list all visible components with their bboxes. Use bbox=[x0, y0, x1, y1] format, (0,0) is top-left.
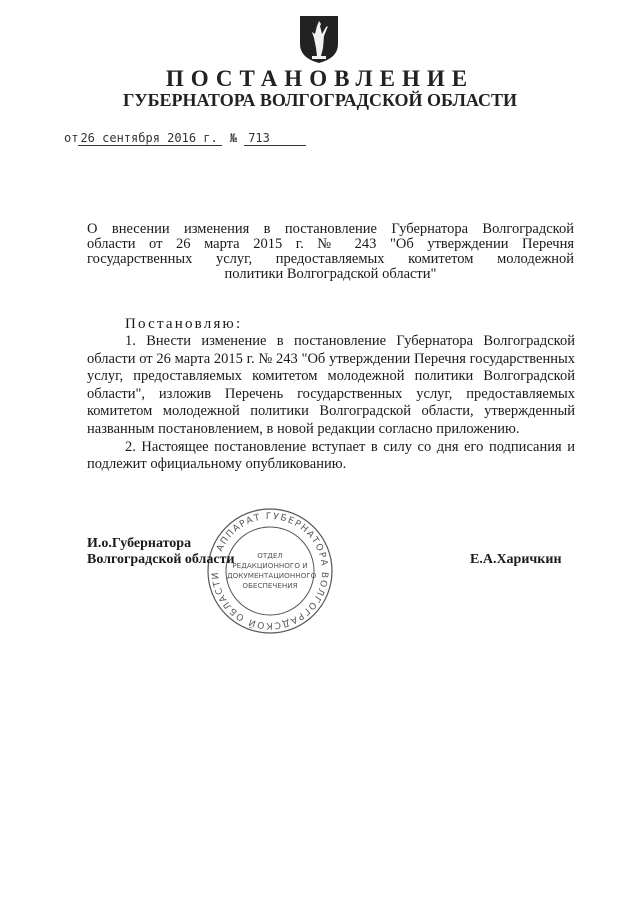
body-paragraph: 1. Внести изменение в постановление Губернатора Волгоградской области от 26 марта 2015 г. № 243 "Об утверждении Перечня государственных услуг, предоставляемых комитетом молодежной политики Волгоградской области", изложив Перечень государственных услуг, предоставляемых комитетом молодежной политики Волгоградской области, утвержденный названным постановлением, в новой редакции согласно приложению. bbox=[87, 333, 575, 437]
number-sign: № bbox=[229, 131, 237, 145]
subject-line: политики Волгоградской области" bbox=[224, 266, 437, 282]
stamp-center-text bbox=[227, 551, 317, 591]
document-title: ПОСТАНОВЛЕНИЕ bbox=[165, 66, 475, 91]
document-body bbox=[87, 333, 575, 474]
stamp-line: РЕДАКЦИОННОГО И bbox=[232, 561, 308, 570]
official-stamp bbox=[205, 506, 335, 636]
coat-of-arms-emblem bbox=[298, 14, 340, 64]
decree-word: Постановляю: bbox=[125, 316, 243, 332]
document-issuer: ГУБЕРНАТОРА ВОЛГОГРАДСКОЙ ОБЛАСТИ bbox=[122, 90, 518, 110]
date-number-line bbox=[64, 131, 306, 146]
volgograd-coat-of-arms-icon bbox=[298, 14, 340, 64]
document-number: 713 bbox=[244, 131, 306, 146]
date-prefix: от bbox=[64, 131, 79, 145]
document-date: 26 сентября 2016 г. bbox=[78, 131, 221, 146]
stamp-line: ДОКУМЕНТАЦИОННОГО bbox=[227, 571, 317, 580]
document-subject bbox=[87, 222, 574, 282]
subject-line: О внесении изменения в постановление Губернатора Волгоградской bbox=[87, 221, 574, 237]
subject-line: области от 26 марта 2015 г. № 243 "Об утверждении Перечня bbox=[87, 236, 574, 252]
subject-line: государственных услуг, предоставляемых комитетом молодежной bbox=[87, 251, 574, 267]
stamp-ring-text: АППАРАТ ГУБЕРНАТОРА ВОЛГОГРАДСКОЙ ОБЛАСТИ bbox=[210, 511, 330, 631]
signatory-position bbox=[87, 536, 235, 568]
stamp-line: ОБЕСПЕЧЕНИЯ bbox=[242, 581, 298, 590]
stamp-line: ОТДЕЛ bbox=[257, 551, 283, 560]
signatory-title: И.о.Губернатора bbox=[87, 536, 192, 551]
signatory-region: Волгоградской области bbox=[87, 552, 235, 567]
body-paragraph: 2. Настоящее постановление вступает в силу со дня его подписания и подлежит официальному опубликованию. bbox=[87, 438, 575, 473]
signatory-name: Е.А.Харичкин bbox=[470, 552, 562, 567]
